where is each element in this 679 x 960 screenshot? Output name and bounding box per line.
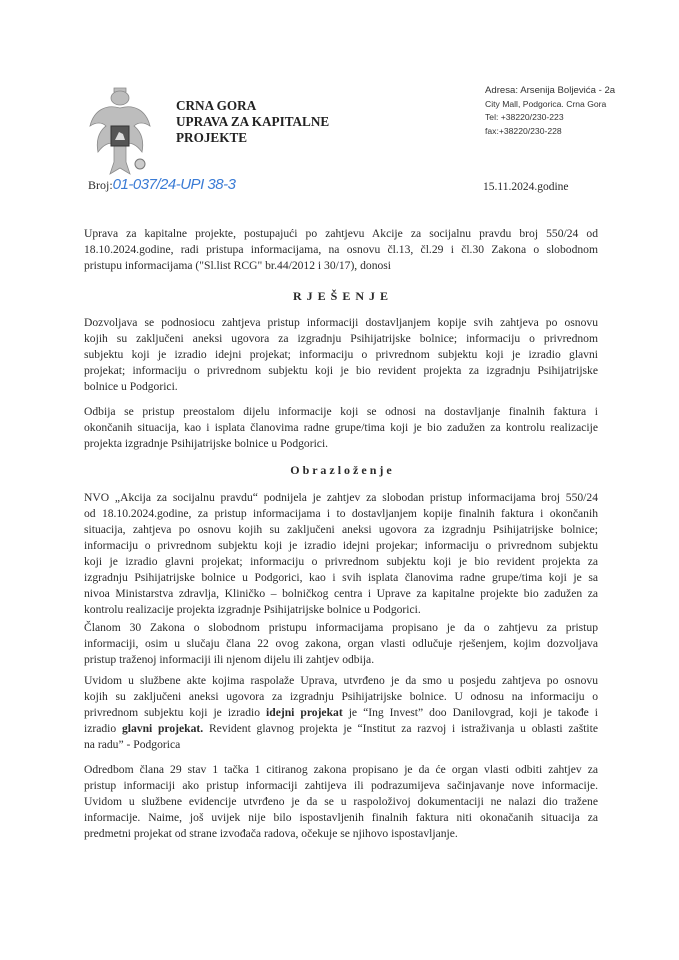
text-line: izgradnju Psihijatrijske bolnice u Podgorici, kao i svih isplata članovima radne grupe/tima koji je sa — [84, 571, 598, 584]
heading-obrazlozenje: O b r a z l o ž e n j e — [290, 463, 392, 477]
text-line — [84, 673, 598, 689]
text-line: projekta izgradnje Psihijatrijske bolnice u Podgorici. — [84, 437, 329, 450]
paragraph-intro — [84, 226, 598, 274]
text-segment: Uvidom u službene akte kojima raspolaže Uprava, utvrđeno je da smo u posjedu zahtjeva po osnovu — [84, 674, 598, 687]
paragraph-odbija — [84, 404, 598, 452]
paragraph-odredbom — [84, 762, 598, 842]
text-line: informaciju o privrednom subjektu koji je izradio idejni projekar; informaciju o privrednom subjektu — [84, 539, 598, 552]
text-line — [84, 721, 598, 737]
text-line: projekat; informaciju o privrednom subjektu koji je bio revident projekta za izgradnju Psihijatrijske — [84, 364, 598, 377]
text-line: Članom 30 Zakona o slobodnom pristupu informacijama propisano je da o zahtjevu za pristup — [84, 621, 598, 634]
text-segment: izradio — [84, 722, 122, 735]
heading-rjesenje: R J E Š E N J E — [292, 289, 390, 303]
text-line: koji je izradio glavni projekat; informaciju o privrednom subjektu koji je bio revident projekta za — [84, 555, 598, 568]
org-name-line2: PROJEKTE — [176, 130, 248, 145]
text-line: bolnice u Podgorici. — [84, 380, 178, 393]
text-line: Odredbom člana 29 stav 1 tačka 1 citiranog zakona propisano je da će organ vlasti odbiti zahtjev za — [84, 763, 598, 776]
bold-text: glavni projekat. — [121, 722, 204, 735]
text-line: Odbija se pristup preostalom dijelu informacije koji se odnosi na dostavljanje finalnih faktura i — [84, 405, 598, 418]
text-line: Uprava za kapitalne projekte, postupajući po zahtjevu Akcije za socijalnu pravdu broj 550/24 od — [84, 227, 598, 240]
text-line: informaciji, osim u slučaju člana 22 ovog zakona, organ vlasti odlučuje rješenjem, kojim dozvoljava — [84, 637, 598, 650]
text-line — [84, 705, 598, 721]
org-country: CRNA GORA — [176, 98, 257, 113]
text-segment: je “Ing Invest” doo Danilovgrad, koji je takođe i — [342, 706, 598, 719]
text-line: situacija, zahtjeva po osnovu kojih su zaključeni aneksi ugovora za izgradnju Psihijatrijske bolnice; — [84, 523, 598, 536]
address-fax: fax:+38220/230-228 — [485, 125, 562, 136]
text-line: Dozvoljava se podnosiocu zahtjeva pristup informaciji dostavljanjem kopije svih zahtjeva po osnovu — [84, 316, 598, 329]
text-line: kontrolu realizacije projekta izgradnje Psihijatrijske bolnice u Podgorici. — [84, 603, 421, 616]
paragraph-clanom-30 — [84, 620, 598, 668]
text-line: pristupu informacijama ("Sl.list RCG" br.44/2012 i 30/17), donosi — [84, 259, 392, 272]
paragraph-dozvoljava — [84, 315, 598, 395]
broj-handwritten-value: 01-037/24-UPI 38-3 — [112, 176, 236, 193]
coat-of-arms-logo — [88, 82, 152, 186]
text-line: 18.10.2024.godine, radi pristupa informacijama, na osnovu čl.13, čl.29 i čl.30 Zakona o slobodnom — [84, 243, 598, 256]
paragraph-nvo — [84, 490, 598, 618]
broj-label: Broj: — [88, 178, 113, 192]
text-line: NVO „Akcija za socijalnu pravdu“ podnijela je zahtjev za slobodan pristup informacijama broj 550/24 — [84, 491, 598, 504]
text-segment: kojih su zaključeni aneksi ugovora za izgradnju Psihijatrijske bolnice. U odnosu na informaciju o — [84, 690, 598, 703]
text-line: nivoa Ministarstva zdravlja, Kliničko – bolničkog centra i Uprave za kapitalne projekte bio zadužen za — [84, 587, 598, 600]
text-line: Uvidom u službene evidencije utvrđeno je da se u raspoloživoj dokumentaciji ne nalazi dio tražene — [84, 795, 598, 808]
org-name-line1: UPRAVA ZA KAPITALNE — [176, 114, 330, 129]
text-segment: privrednom subjektu koji je izradio — [84, 706, 267, 719]
bold-text: idejni projekat — [266, 706, 343, 719]
text-line: od 18.10.2024.godine, za pristup informacijama i to dostavljanjem kopije finalnih faktura i okončanih — [84, 507, 598, 520]
text-segment: Revident glavnog projekta je “Institut za razvoj i istraživanja u oblasti zaštite — [203, 722, 599, 735]
text-line: predmetni projekat od strane izvođača radova, očekuje se njihovo ispostavljanje. — [84, 827, 458, 840]
text-line: kojih su zaključeni aneksi ugovora za izgradnju Psihijatrijske bolnice; informaciju o privrednom — [84, 332, 598, 345]
text-line: pristup informaciji ako pristup informaciji zahtijeva ili podrazumijeva sačinjavanje nove informacije. — [84, 779, 598, 792]
reference-number — [88, 176, 235, 193]
address-street: Adresa: Arsenija Boljevića - 2a — [485, 85, 616, 96]
text-segment: na radu” - Podgorica — [84, 738, 181, 751]
text-line: subjektu koji je izradio idejni projekat; informaciju o privrednom subjektu koji je izradio glavni — [84, 348, 598, 361]
address-city: City Mall, Podgorica. Crna Gora — [485, 98, 607, 109]
text-line: pristup traženoj informaciji ili njenom dijelu ili zahtjev odbija. — [84, 653, 375, 666]
paragraph-uvidom — [84, 673, 598, 753]
document-date: 15.11.2024.godine — [483, 181, 569, 193]
text-line: okončanih situacija, kao i isplata članovima radne grupe/tima koji je bio zadužen za kontrolu realizacije — [84, 421, 598, 434]
address-tel: Tel: +38220/230-223 — [485, 112, 564, 122]
text-line: informacije. Naime, još uvijek nije bilo ispostavljenih finalnih faktura niti okonačanih situacija za — [84, 811, 598, 824]
text-line — [84, 689, 598, 705]
text-line — [84, 737, 598, 753]
address-block — [485, 84, 615, 138]
